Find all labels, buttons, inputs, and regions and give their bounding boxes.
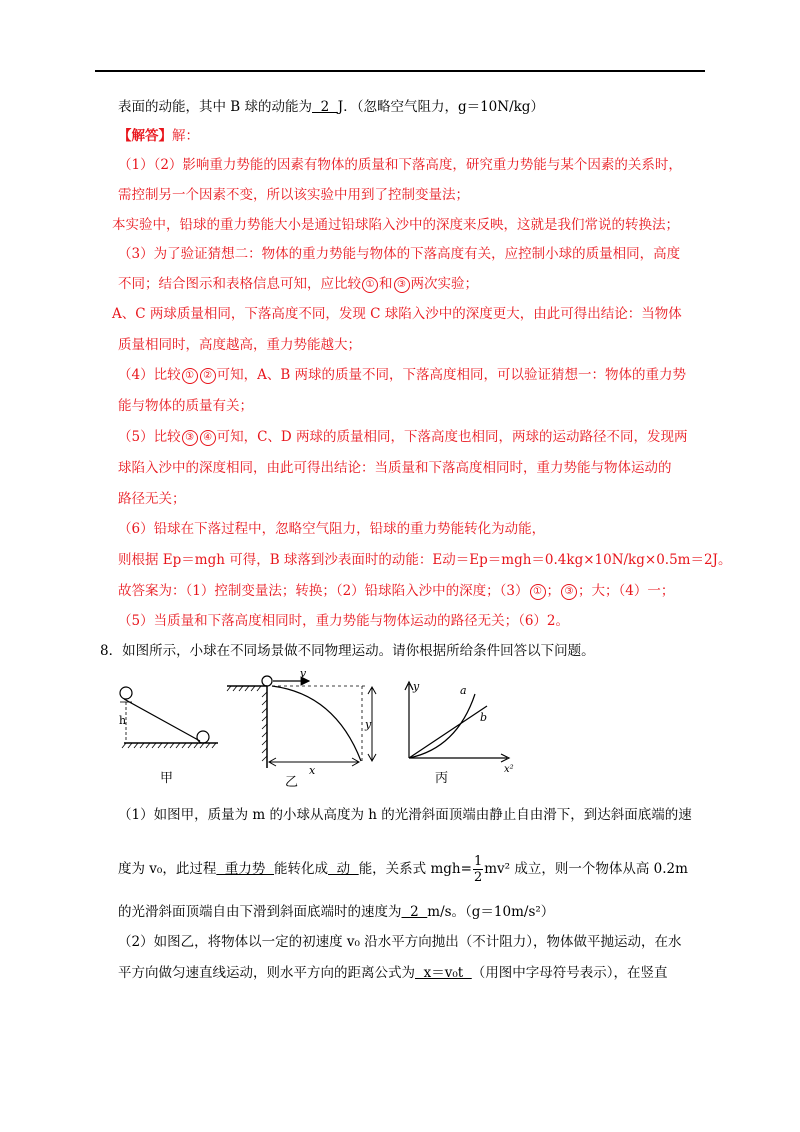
answer-blank: 2 bbox=[312, 99, 338, 115]
text: 的光滑斜面顶端自由下滑到斜面底端时的速度为 bbox=[118, 904, 402, 920]
explanation-line: 本实验中，铅球的重力势能大小是通过铅球陷入沙中的深度来反映，这就是我们常说的转换法； bbox=[112, 217, 679, 233]
circled-number: ② bbox=[200, 368, 216, 384]
label-bing: 丙 bbox=[435, 771, 449, 786]
part-1-line-1: （1）如图甲，质量为 m 的小球从高度为 h 的光滑斜面顶端由静止自由滑下，到达斜面底端的速 bbox=[118, 807, 692, 823]
explanation-line bbox=[118, 428, 688, 446]
text: （5）比较 bbox=[118, 429, 181, 445]
label-yi: 乙 bbox=[285, 775, 299, 790]
answer-heading bbox=[118, 127, 199, 145]
text: m/s。（g＝10m/s²） bbox=[427, 904, 555, 920]
explanation-line: 球陷入沙中的深度相同，由此可得出结论：当质量和下落高度相同时，重力势能与物体运动的 bbox=[118, 460, 672, 476]
part-2-line-1: （2）如图乙，将物体以一定的初速度 v₀ 沿水平方向抛出（不计阻力），物体做平抛运动，在水 bbox=[118, 934, 682, 950]
explanation-line: （3）为了验证猜想二：物体的重力势能与物体的下落高度有关，应控制小球的质量相同，高度 bbox=[118, 246, 681, 262]
answer-tag: 【解答】 bbox=[118, 128, 172, 144]
text: 平方向做匀速直线运动，则水平方向的距离公式为 bbox=[118, 965, 415, 981]
explanation-line: 需控制另一个因素不变，所以该实验中用到了控制变量法； bbox=[118, 187, 469, 203]
part-1-line-3 bbox=[118, 903, 554, 921]
circled-number: ③ bbox=[561, 584, 577, 600]
label-y: y bbox=[365, 718, 372, 731]
circled-number: ④ bbox=[200, 430, 216, 446]
explanation-line: 质量相同时，高度越高，重力势能越大； bbox=[118, 337, 361, 353]
trajectory bbox=[272, 686, 361, 761]
text: 故答案为：（1）控制变量法；转换；（2）铅球陷入沙中的深度；（3） bbox=[118, 583, 529, 599]
answer-blank: 重力势 bbox=[216, 861, 275, 877]
explanation-line: A、C 两球质量相同，下落高度不同，发现 C 球陷入沙中的深度更大，由此可得出结论：当物体 bbox=[112, 306, 682, 322]
fraction-one-half bbox=[473, 854, 483, 885]
explanation-line bbox=[118, 366, 686, 384]
explanation-line: 路径无关； bbox=[118, 491, 186, 507]
text: J．（忽略空气阻力，g＝10N/kg） bbox=[337, 99, 544, 115]
circled-number: ③ bbox=[394, 277, 410, 293]
label-jia: 甲 bbox=[160, 771, 174, 786]
text: 度为 v₀，此过程 bbox=[118, 861, 217, 877]
label-a: a bbox=[460, 684, 467, 697]
explanation-line bbox=[118, 582, 674, 600]
explanation-line: 能与物体的质量有关； bbox=[118, 398, 253, 414]
explanation-line: （6）铅球在下落过程中，忽略空气阻力，铅球的重力势能转化为动能， bbox=[118, 521, 546, 537]
label-x: x bbox=[309, 764, 316, 777]
figure-bing bbox=[395, 676, 525, 786]
answer-blank: x＝v₀t bbox=[415, 965, 472, 981]
explanation-line: （1）（2）影响重力势能的因素有物体的质量和下落高度，研究重力势能与某个因素的关系时， bbox=[118, 157, 682, 173]
text: 两次实验； bbox=[410, 276, 478, 292]
circled-number: ③ bbox=[182, 430, 198, 446]
circled-number: ① bbox=[182, 368, 198, 384]
part-2-line-2 bbox=[118, 964, 668, 982]
figure-yi bbox=[225, 666, 385, 791]
previous-question-tail bbox=[118, 98, 544, 116]
circled-number: ① bbox=[530, 584, 546, 600]
wall-hatch bbox=[227, 686, 267, 761]
text: ； bbox=[546, 583, 561, 599]
text: 表面的动能，其中 B 球的动能为 bbox=[118, 99, 313, 115]
numerator: 1 bbox=[473, 854, 483, 869]
ball bbox=[197, 731, 209, 743]
figure-jia bbox=[110, 680, 230, 790]
incline bbox=[124, 699, 200, 741]
label-x-squared: x² bbox=[504, 764, 514, 775]
ball bbox=[120, 687, 132, 699]
explanation-line: （5）当质量和下落高度相同时，重力势能与物体运动的路径无关；（6）2。 bbox=[118, 613, 570, 629]
explanation-line bbox=[118, 275, 478, 293]
header-rule bbox=[95, 70, 705, 72]
text: 能转化成 bbox=[274, 861, 329, 877]
question-8-stem: 8．如图所示，小球在不同场景做不同物理运动。请你根据所给条件回答以下问题。 bbox=[100, 643, 595, 659]
text: mv² 成立，则一个物体从高 0.2m bbox=[484, 861, 688, 877]
label-b: b bbox=[480, 711, 488, 724]
text: ；大；（4）一； bbox=[578, 583, 675, 599]
answer-blank: 动 bbox=[328, 861, 359, 877]
text: （4）比较 bbox=[118, 367, 181, 383]
label-v: v bbox=[300, 667, 307, 680]
ball bbox=[262, 676, 272, 686]
text: 和 bbox=[379, 276, 393, 292]
label-axis-y: y bbox=[413, 680, 420, 693]
answer-blank: 2 bbox=[401, 904, 428, 920]
denominator: 2 bbox=[473, 870, 483, 885]
text: 不同；结合图示和表格信息可知，应比较 bbox=[118, 276, 361, 292]
part-1-line-2 bbox=[118, 851, 688, 887]
line-b bbox=[409, 706, 487, 758]
text: 可知，A、B 两球的质量不同，下落高度相同，可以验证猜想一：物体的重力势 bbox=[216, 367, 687, 383]
circled-number: ① bbox=[362, 277, 378, 293]
curve-a bbox=[409, 694, 475, 758]
text: 可知，C、D 两球的质量相同，下落高度也相同，两球的运动路径不同，发现两 bbox=[216, 429, 688, 445]
answer-label: 解： bbox=[172, 128, 199, 144]
explanation-line: 则根据 Ep＝mgh 可得，B 球落到沙表面时的动能：E动＝Ep＝mgh＝0.4kg×10N/kg×0.5m＝2J。 bbox=[118, 552, 732, 568]
label-h: h bbox=[119, 714, 127, 727]
text: 能，关系式 mgh= bbox=[358, 861, 472, 877]
text: （用图中字母符号表示），在竖直 bbox=[471, 965, 668, 981]
